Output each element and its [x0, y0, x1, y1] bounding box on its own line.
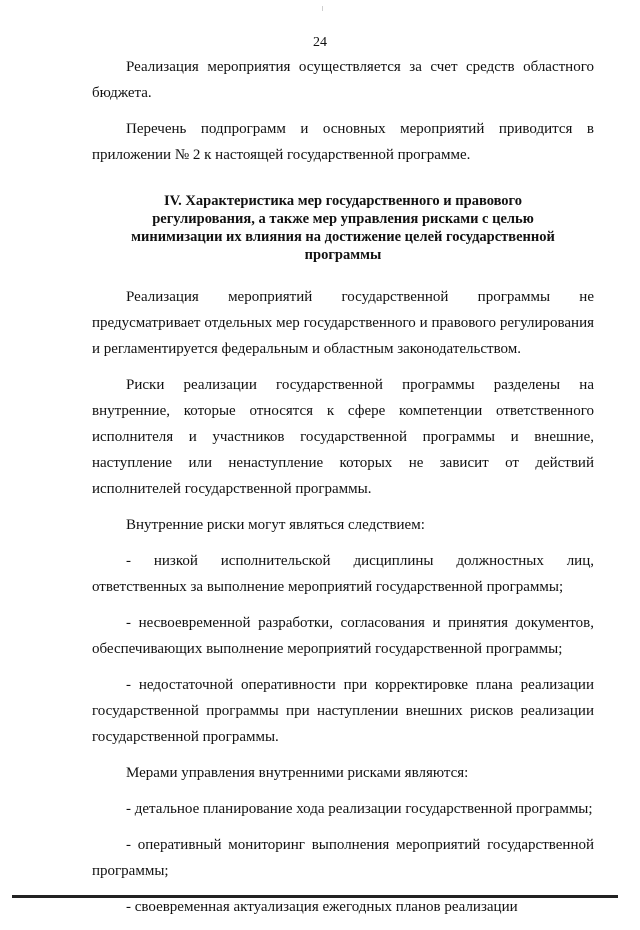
paragraph-measures-intro: Мерами управления внутренними рисками являются: [126, 765, 469, 781]
list-item-planning: - детальное планирование хода реализации государственной программы; [126, 801, 593, 817]
document-body [92, 54, 594, 930]
paragraph-funding: Реализация мероприятия осуществляется за счет средств областного бюджета. [92, 59, 594, 101]
list-item-actualization: - своевременная актуализация ежегодных планов реализации [126, 899, 518, 915]
list-item-documents: - несвоевременной разработки, согласования и принятия документов, обеспечивающих выполнение мероприятий государственной программы; [92, 615, 594, 657]
paragraph-internal-risks-intro: Внутренние риски могут являться следствием: [126, 517, 425, 533]
paragraph-subprograms: Перечень подпрограмм и основных мероприятий приводится в приложении № 2 к настоящей государственной программе. [92, 121, 594, 163]
list-item-discipline: - низкой исполнительской дисциплины должностных лиц, ответственных за выполнение мероприятий государственной программы; [92, 553, 594, 595]
page-number: 24 [313, 35, 327, 50]
paragraph-regulation: Реализация мероприятий государственной программы не предусматривает отдельных мер государственного и правового регулирования и регламентируется федеральным и областным законодательством. [92, 289, 594, 357]
list-item-monitoring: - оперативный мониторинг выполнения мероприятий государственной программы; [92, 837, 594, 879]
paragraph-risks: Риски реализации государственной программы разделены на внутренние, которые относятся к сфере компетенции ответственного исполнителя и участников государственной программы и внешние, наступление или ненаступление которых не зависит от действий исполнителей государственной программы. [92, 377, 594, 497]
scan-mark [322, 6, 323, 11]
list-item-efficiency: - недостаточной оперативности при корректировке плана реализации государственной программы при наступлении внешних рисков реализации государственной программы. [92, 677, 594, 745]
section-heading: IV. Характеристика мер государственного и правового регулирования, а также мер управления рисками с целью минимизации их влияния на достижение целей государственной программы [131, 193, 555, 263]
scan-edge-line [12, 895, 618, 898]
